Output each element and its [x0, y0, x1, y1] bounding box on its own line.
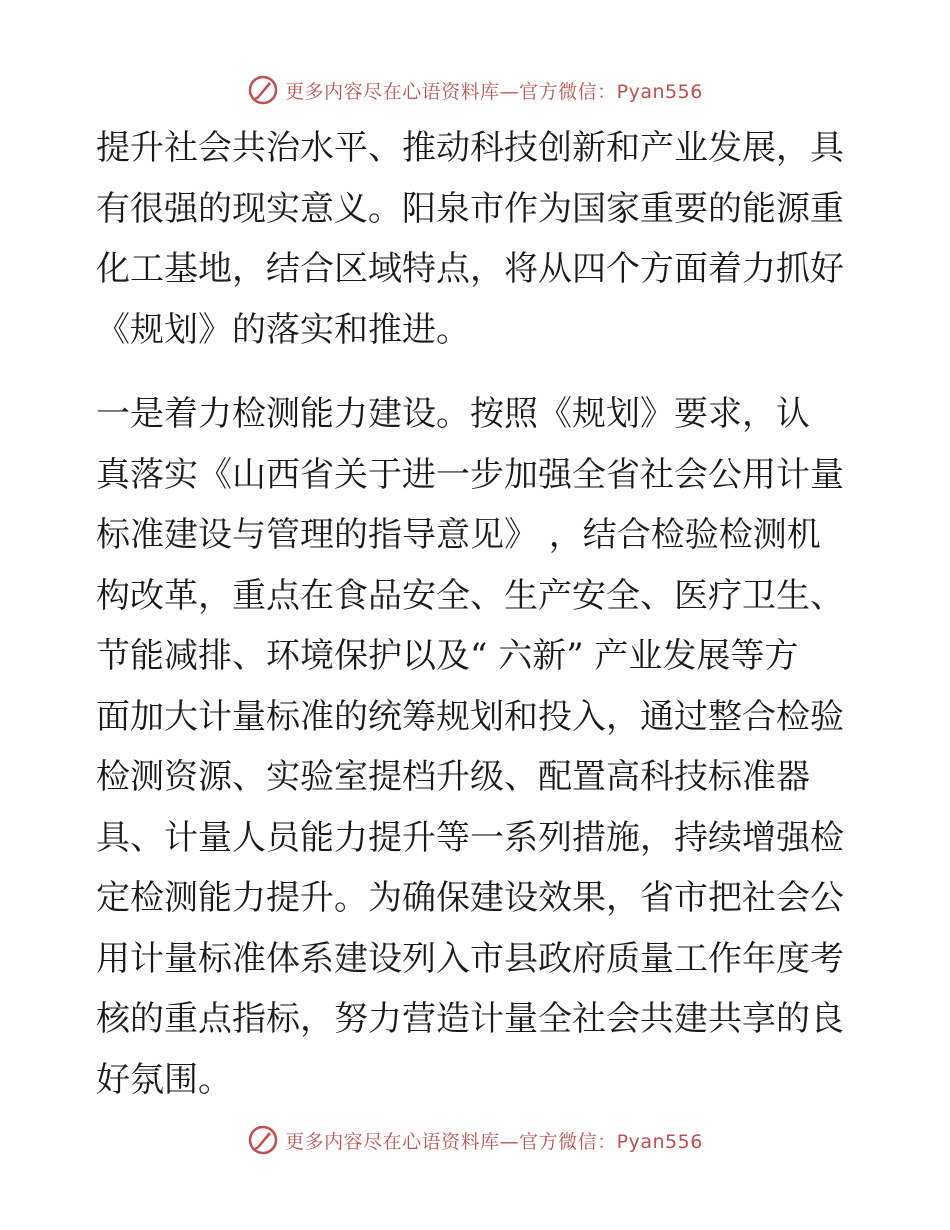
- text-line: 节能减排、环境保护以及“ 六新” 产业发展等方: [96, 636, 799, 676]
- quill-logo-icon: [247, 74, 279, 106]
- text-line: 检测资源、实验室提档升级、配置高科技标准器: [96, 757, 810, 797]
- text-line: 化工基地，结合区域特点，将从四个方面着力抓好: [96, 249, 844, 289]
- text-line: 提升社会共治水平、推动科技创新和产业发展，具: [96, 128, 844, 168]
- text-line: 核的重点指标，努力营造计量全社会共建共享的良: [96, 999, 844, 1039]
- text-line: 具、计量人员能力提升等一系列措施，持续增强检: [96, 817, 844, 858]
- footer-watermark: [0, 1120, 950, 1160]
- header-watermark: [0, 70, 950, 110]
- paragraph: [96, 384, 856, 1110]
- text-line: 标准建设与管理的指导意见》 ，结合检验检测机: [96, 515, 821, 555]
- text-line: 有很强的现实意义。阳泉市作为国家重要的能源重: [96, 188, 844, 229]
- text-line: 面加大计量标准的统筹规划和投入，通过整合检验: [96, 696, 844, 737]
- text-line: 真落实《山西省关于进一步加强全省社会公用计量: [96, 454, 844, 495]
- text-line: 好氛围。: [96, 1059, 232, 1100]
- paragraph: [96, 118, 856, 360]
- watermark-text: 更多内容尽在心语资料库—官方微信：Pyan556: [285, 1130, 703, 1153]
- watermark-text: 更多内容尽在心语资料库—官方微信：Pyan556: [285, 80, 703, 103]
- text-line: 用计量标准体系建设列入市县政府质量工作年度考: [96, 938, 844, 979]
- text-line: 定检测能力提升。为确保建设效果，省市把社会公: [96, 878, 844, 918]
- text-line: 一是着力检测能力建设。按照《规划》要求，认: [96, 394, 810, 434]
- quill-logo-icon: [247, 1124, 279, 1156]
- document-body: [96, 118, 856, 1110]
- text-line: 《规划》的落实和推进。: [96, 309, 470, 350]
- text-line: 构改革，重点在食品安全、生产安全、医疗卫生、: [96, 575, 844, 616]
